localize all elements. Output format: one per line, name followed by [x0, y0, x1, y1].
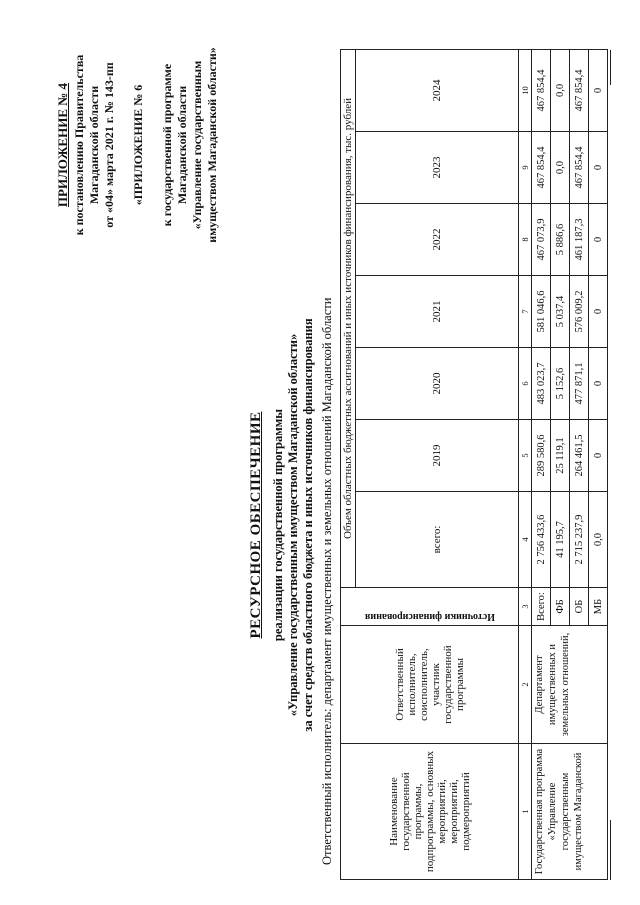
header-line: Магаданской области	[87, 85, 101, 205]
title-line: «Управление государственным имуществом Магаданской области»	[286, 333, 300, 717]
column-number: 9	[519, 132, 532, 204]
header-line: имуществом Магаданской области»	[205, 47, 219, 243]
year-header: 2024	[356, 49, 519, 131]
value-cell: 467 854,4	[532, 49, 551, 131]
appendix-title-2: «ПРИЛОЖЕНИЕ № 6	[131, 84, 145, 206]
title-line: реализации государственной программы	[271, 408, 285, 642]
volume-header: Объем областных бюджетных ассигнований и иных источников финансирования, тыс. рублей	[341, 49, 356, 587]
value-cell: 483 023,7	[532, 348, 551, 420]
value-cell: 5 152,6	[551, 348, 570, 420]
value-cell: 467 073,9	[532, 204, 551, 276]
value-cell: 5 886,6	[551, 204, 570, 276]
value-cell: 41 195,7	[551, 492, 570, 588]
header-line: к государственной программе	[160, 63, 174, 227]
value-cell: 0	[589, 132, 608, 204]
page-break-line	[610, 50, 611, 85]
responsible-executor: Ответственный исполнитель: департамент имущественных и земельных отношений Магаданской области	[320, 297, 334, 865]
column-number: 3	[519, 588, 532, 626]
source-cell: ФБ	[551, 588, 570, 626]
column-number: 2	[519, 626, 532, 744]
value-cell: 581 046,6	[532, 276, 551, 348]
year-header: 2022	[356, 204, 519, 276]
document-title	[248, 185, 316, 865]
title-line: за счет средств областного бюджета и иных источников финансирования	[301, 318, 315, 732]
column-number: 4	[519, 492, 532, 588]
column-number: 8	[519, 204, 532, 276]
header-line: к постановлению Правительства	[72, 54, 86, 236]
column-number: 5	[519, 420, 532, 492]
value-cell: 461 187,3	[570, 204, 589, 276]
value-cell: 467 854,4	[532, 132, 551, 204]
source-cell: Всего:	[532, 588, 551, 626]
value-cell: 2 756 433,6	[532, 492, 551, 588]
column-number: 1	[519, 744, 532, 880]
column-number: 7	[519, 276, 532, 348]
source-header-text: Источники финансирования	[364, 611, 495, 622]
value-cell: 0	[589, 276, 608, 348]
value-cell: 0,0	[589, 492, 608, 588]
page-title: РЕСУРСНОЕ ОБЕСПЕЧЕНИЕ	[248, 411, 264, 639]
value-cell: 477 871,1	[570, 348, 589, 420]
page-break-line	[610, 820, 611, 880]
value-cell: 0	[589, 420, 608, 492]
year-header: 2023	[356, 132, 519, 204]
source-cell: МБ	[589, 588, 608, 626]
value-cell: 576 009,2	[570, 276, 589, 348]
value-cell: 5 037,4	[551, 276, 570, 348]
header-line: Магаданской области	[175, 85, 189, 205]
column-number: 6	[519, 348, 532, 420]
value-cell: 0,0	[551, 132, 570, 204]
value-cell: 0	[589, 204, 608, 276]
value-cell: 0,0	[551, 49, 570, 131]
approval-header	[55, 15, 220, 275]
value-cell: 264 461,5	[570, 420, 589, 492]
table-row	[532, 49, 551, 879]
column-number-row	[519, 49, 532, 879]
column-number: 10	[519, 49, 532, 131]
resource-table	[340, 49, 608, 880]
value-cell: 0	[589, 348, 608, 420]
program-name-cell: Государственная программа «Управление государственным имуществом Магаданской	[532, 744, 608, 880]
value-cell: 467 854,4	[570, 49, 589, 131]
year-header: 2019	[356, 420, 519, 492]
value-cell: 467 854,4	[570, 132, 589, 204]
year-header: всего:	[356, 492, 519, 588]
value-cell: 2 715 237,9	[570, 492, 589, 588]
col-header-name: Наименование государственной программы, подпрограммы, основных мероприятий, мероприятий, подмероприятий	[341, 744, 519, 880]
appendix-title: ПРИЛОЖЕНИЕ № 4	[55, 82, 70, 208]
source-cell: ОБ	[570, 588, 589, 626]
col-header-source	[341, 588, 519, 626]
value-cell: 289 580,6	[532, 420, 551, 492]
executor-cell: Департамент имущественных и земельных отношений,	[532, 626, 608, 744]
value-cell: 0	[589, 49, 608, 131]
year-header: 2021	[356, 276, 519, 348]
header-line: «Управление государственным	[190, 60, 204, 230]
col-header-executor: Ответственный исполнитель, соисполнитель, участник государственной программы	[341, 626, 519, 744]
header-line: от «04» марта 2021 г. № 143-пп	[102, 62, 116, 228]
year-header: 2020	[356, 348, 519, 420]
value-cell: 25 119,1	[551, 420, 570, 492]
